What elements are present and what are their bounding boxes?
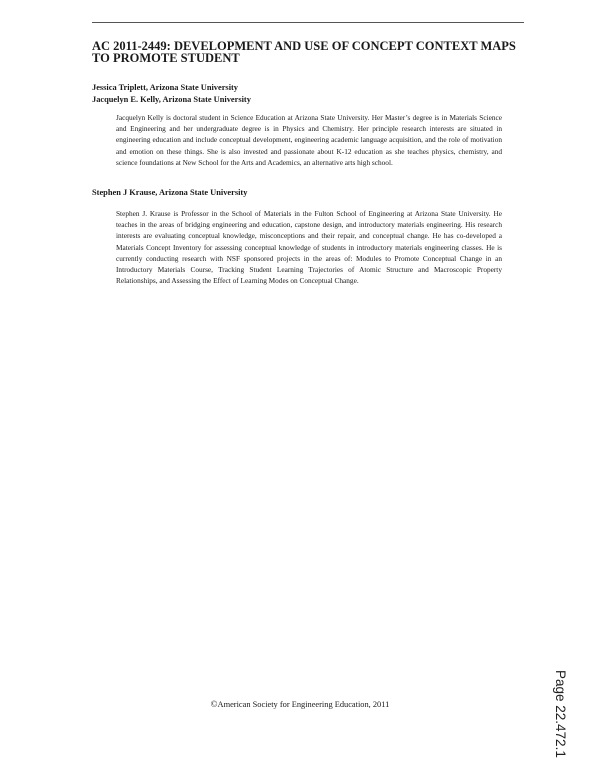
author-name: Jessica Triplett, Arizona State University <box>92 83 238 92</box>
paper-title: AC 2011-2449: DEVELOPMENT AND USE OF CONCEPT CONTEXT MAPS TO PROMOTE STUDENT <box>92 39 516 65</box>
copyright-text: American Society for Engineering Education, 2011 <box>217 700 390 709</box>
author-bio-kelly: Jacquelyn Kelly is doctoral student in Science Education at Arizona State University. Her Master’s degree is in Materials Science and Engineering and her undergraduate degree is in Physics and Chemistry. Her principle research interests are situated in engineering education and include conceptual development, engineering academic language acquisition, and the role of motivation and emotion on these things. She is also invested and passionate about K-12 education as she teaches physics, chemistry, and science foundations at New School for the Arts and Academics, an alternative arts high school. <box>116 113 502 167</box>
top-rule <box>92 22 524 23</box>
author-list <box>92 82 251 106</box>
author-bio-krause: Stephen J. Krause is Professor in the School of Materials in the Fulton School of Engineering at Arizona State University. He teaches in the areas of bridging engineering and education, capstone design, and introductory materials engineering. His research interests are evaluating conceptual knowledge, misconceptions and their repair, and conceptual change. He has co-developed a Materials Concept Inventory for assessing conceptual knowledge of students in introductory materials engineering classes. He is currently conducting research with NSF sponsored projects in the areas of: Modules to Promote Conceptual Change in an Introductory Materials Course, Tracking Student Learning Trajectories of Atomic Structure and Macroscopic Property Relationships, and Assessing the Effect of Learning Modes on Conceptual Change. <box>116 209 502 286</box>
copyright-footer <box>0 698 600 711</box>
copyright-symbol: © <box>210 699 218 709</box>
author-name: Stephen J Krause, Arizona State University <box>92 188 248 197</box>
page-number: Page 22.472.1 <box>553 670 568 758</box>
author-name: Jacquelyn E. Kelly, Arizona State University <box>92 95 251 104</box>
